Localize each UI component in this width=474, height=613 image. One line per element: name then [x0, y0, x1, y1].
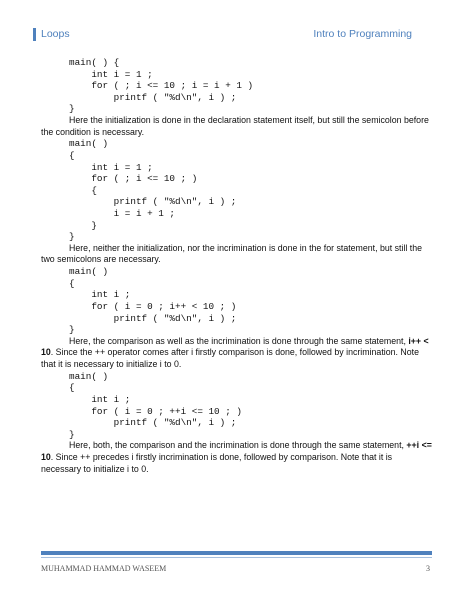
page-content: [41, 57, 433, 475]
header-chapter-title: Loops: [41, 28, 70, 40]
code-block-3: main( ) { int i ; for ( i = 0 ; i++ < 10 ; ) printf ( "%d\n", i ) ; }: [69, 266, 237, 336]
paragraph-1: Here the initialization is done in the declaration statement itself, but still the semicolon before the condition is necessary.: [41, 114, 429, 137]
paragraph-3: Here, the comparison as well as the incrimination is done through the same statement, i++ < 10. Since the ++ operator comes after i firstly comparison is done, followed by incrimination. Note that it is necessary to initialize i to 0.: [41, 335, 429, 370]
code-block-4: main( ) { int i ; for ( i = 0 ; ++i <= 10 ; ) printf ( "%d\n", i ) ; }: [69, 370, 242, 440]
paragraph-4: Here, both, the comparison and the incrimination is done through the same statement, ++i <= 10. Since ++ precedes i firstly incrimination is done, followed by comparison. Note that it is necessary to initialize i to 0.: [41, 440, 432, 474]
header-accent-bar: [33, 28, 36, 41]
code-block-1: main( ) { int i = 1 ; for ( ; i <= 10 ; i = i + 1 ) printf ( "%d\n", i ) ; }: [69, 57, 254, 115]
code-block-2: main( ) { int i = 1 ; for ( ; i <= 10 ; ) { printf ( "%d\n", i ) ; i = i + 1 ; } }: [69, 138, 237, 243]
footer-rule-thin: [41, 557, 432, 558]
paragraph-2: Here, neither the initialization, nor the incrimination is done in the for statement, but still the two semicolons are necessary.: [41, 242, 423, 265]
footer-page-number: 3: [426, 564, 430, 573]
header-book-title: Intro to Programming: [313, 28, 412, 40]
footer-author: MUHAMMAD HAMMAD WASEEM: [41, 564, 167, 573]
footer-rule-thick: [41, 551, 432, 555]
